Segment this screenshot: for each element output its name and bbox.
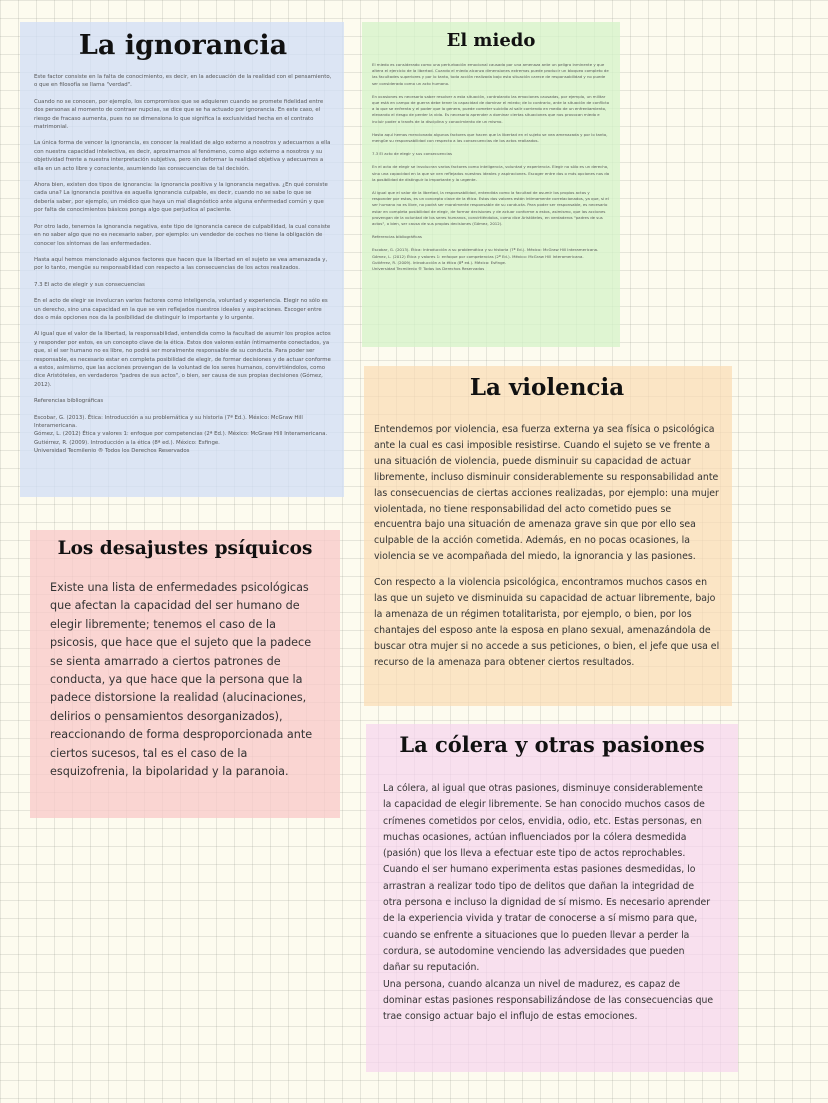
card-title-violencia: La violencia xyxy=(469,374,625,401)
card-la-violencia xyxy=(364,366,732,706)
paragraph: Al igual que el valor de la libertad, la responsabilidad, entendida como la facultad de asumir los propios actos y responder por estos, es un concepto clave de la ética. Estos dos valores están íntimamente correlacionados, ya que, si el ser humano no es libre, no podrá ser moralmente responsable de su conducta. Para poder ser responsable, es necesario estar en completa posibilidad de elegir, de formar decisiones y de actuar conforme a estos, asimismo, que las acciones provengan de la voluntad de los seres humanos, convirtiéndolos, como dice Aristóteles, en verdaderos "padres de sus actos", o bien, ser causa de sus propias decisiones (Gómez, 2012). xyxy=(372,190,609,227)
card-el-miedo xyxy=(362,22,620,347)
card-body-colera xyxy=(376,781,728,1025)
card-desajustes-psiquicos xyxy=(30,530,340,818)
paragraph: Cuando no se conocen, por ejemplo, los compromisos que se adquieren cuando se promete fidelidad entre dos personas al momento de contraer nupcias, se dice que se ha actuado por ignorancia. En este caso, el riesgo de fracaso aumenta, pues no se dimensiona lo que significa la exclusividad hecha en el contrato matrimonial. xyxy=(34,98,324,131)
paragraph: La única forma de vencer la ignorancia, es conocer la realidad de algo externo a nosotros y adecuarnos a ella con nuestra capacidad intelectiva, es decir, aproximarnos al fenómeno, como algo externo a nosotros y su objetividad frente a nuestra interpretación subjetiva, pero sin deformar la realidad objetiva y adecuarnos a ella en un acto libre y consciente, asumiendo las consecuencias de tal decisión. xyxy=(34,140,331,172)
card-la-ignorancia xyxy=(20,22,344,497)
card-body-ignorancia xyxy=(34,73,332,456)
paragraph: Este factor consiste en la falta de conocimiento, es decir, en la adecuación de la realidad con el pensamiento, o que en filosofía se llama "verdad". xyxy=(34,74,332,89)
paragraph: Por otro lado, tenemos la ignorancia negativa, este tipo de ignorancia carece de culpabilidad, la cual consiste en no saber algo que no es necesario saber, por ejemplo: un vendedor de coches no tiene la obligación de conocer los síntomas de las enfermedades. xyxy=(34,223,331,247)
paragraph: Al igual que el valor de la libertad, la responsabilidad, entendida como la facultad de asumir los propios actos y responder por estos, es un concepto clave de la ética. Estos dos valores están íntimamente conectados, ya que, si el ser humano no es libre, no podrá ser moralmente responsable de su conducta. Para poder ser responsable, es necesario estar en completa posibilidad de elegir, de formar decisiones y de actuar conforme a estos, asimismo, que las acciones provengan de la voluntad de los seres humanos, convirtiéndolos, como dice Aristóteles, en verdaderos "padres de sus actos", o bien, ser causa de sus propias decisiones (Gómez, 2012). xyxy=(34,331,331,388)
paragraph: Con respecto a la violencia psicológica, encontramos muchos casos en las que un sujeto ve disminuida su capacidad de actuar libremente, bajo la amenaza de un régimen totalitarista, por ejemplo, o bien, por los chantajes del esposo ante la esposa en plano sexual, amenazándola de buscar otra mujer si no accede a sus peticiones, o bien, el jefe que usa el recurso de la amenaza para obtener ciertos resultados. xyxy=(374,577,720,668)
paragraph: Escobar, G. (2013). Ética: Introducción a su problemática y su historia (7ª Ed.). México: McGraw Hill Interamericana. Gómez, L. (2012) Ética y valores 1: enfoque por competencias (2ª Ed.). México: McGraw Hill Interamericana. Gutiérrez, R. (2009). Introducción a la ética (8ª ed.). México: Esfinge. Universidad Tecmilenio ® Todos los Derechos Reservados xyxy=(372,247,599,272)
paragraph: Entendemos por violencia, esa fuerza externa ya sea física o psicológica ante la cual es casi imposible resistirse. Cuando el sujeto se ve frente a una situación de violencia, puede disminuir su capacidad de actuar libremente, incluso disminuir considerablemente su responsabilidad ante las consecuencias de ciertas acciones realizadas, por ejemplo: una mujer violentada, no tiene responsabilidad del acto cometido pues se encuentra bajo una situación de amenaza grave sin que por ello sea culpable de la acción cometida. Además, en no pocas ocasiones, la violencia se ve acompañada del miedo, la ignorancia y las pasiones. xyxy=(374,424,719,563)
paragraph: En el acto de elegir se involucran varios factores como inteligencia, voluntad y experiencia. Elegir no sólo es un derecho, sino una capacidad en la que se ven reflejados nuestros ideales y aspiraciones. Escoger entre dos o más opciones nos da la posibilidad de distinguir lo importante y lo urgente. xyxy=(34,298,328,321)
paragraph: 7.3 El acto de elegir y sus consecuencias xyxy=(372,151,453,157)
card-body-miedo xyxy=(372,62,610,272)
card-title-colera: La cólera y otras pasiones xyxy=(399,732,705,757)
paragraph: Existe una lista de enfermedades psicológicas que afectan la capacidad del ser humano de elegir libremente; tenemos el caso de la psicosis, que hace que el sujeto que la padece se sienta amarrado a ciertos patrones de conducta, ya que hace que la persona que la padece distorsione la realidad (alucinaciones, delirios o pensamientos desorganizados), reaccionando de forma desproporcionada ante ciertos sucesos, tal es el caso de la esquizofrenia, la bipolaridad y la paranoia. xyxy=(50,581,313,779)
card-title-miedo: El miedo xyxy=(446,30,536,51)
paragraph: Hasta aquí hemos mencionado algunos factores que hacen que la libertad en el sujeto se vea amenazada y por lo tanto, mengüe su responsabilidad con respecto a las consecuencias de los actos realizados. xyxy=(372,131,608,144)
paragraph: En ocasiones es necesario saber resolver a esta situación, controlando las emociones causadas, por ejemplo, un militar que está en campo de guerra debe tener la capacidad de dominar el miedo; de lo contrario, ante la situación de conflicto a la que se enfrenta y el poder que lo genera, puede cometer suicidio al salir corriendo en medio de un enfrentamiento, elevando el riesgo de perder la vida. Es necesario aprender a dominar ciertas situaciones que nos provocan miedo e incluir poder a través de la disciplina y conocimiento de un mismo. xyxy=(372,93,610,124)
paragraph: La cólera, al igual que otras pasiones, disminuye considerablemente la capacidad de elegir libremente. Se han conocido muchos casos de crímenes cometidos por celos, envidia, odio, etc. Estas personas, en muchas ocasiones, actúan influenciados por la cólera desmedida (pasión) que los lleva a efectuar este tipo de actos reprochables. Cuando el ser humano experimenta estas pasiones desmedidas, lo arrastran a realizar todo tipo de delitos que dañan la integridad de otra persona e incluso la dignidad de sí mismo. Es necesario aprender de la experiencia vivida y tratar de conocerse a sí mismo para que, cuando se enfrente a situaciones que lo pueden llevar a perder la cordura, se autodomine venciendo las adversidades que pueden dañar su reputación. Una persona, cuando alcanza un nivel de madurez, es capaz de dominar estas pasiones responsabilizándose de las consecuencias que trae consigo actuar bajo el influjo de estas emociones. xyxy=(383,783,714,1023)
card-body-desajustes xyxy=(40,579,330,781)
card-title-ignorancia: La ignorancia xyxy=(78,30,288,61)
card-title-desajustes: Los desajustes psíquicos xyxy=(57,538,313,559)
paragraph: Referencias bibliográficas xyxy=(372,234,422,240)
paragraph: 7.3 El acto de elegir y sus consecuencias xyxy=(34,281,145,288)
card-colera-y-pasiones xyxy=(366,724,738,1072)
paragraph: Ahora bien, existen dos tipos de ignorancia: la ignorancia positiva y la ignorancia negativa. ¿En qué consiste cada una? La ignorancia positiva es aquella ignorancia culpable, es decir, cuando no se sabe lo que se debería saber, por ejemplo, un médico que haya un mal diagnóstico ante alguna enfermedad común y que por falta de conocimientos básicos ponga algo que perjudica al paciente. xyxy=(34,182,328,214)
card-body-violencia xyxy=(374,422,720,671)
paragraph: Escobar, G. (2013). Ética: Introducción a su problemática y su historia (7ª Ed.). México: McGraw Hill Interamericana. Gómez, L. (2012) Ética y valores 1: enfoque por competencias (2ª Ed.). México: McGraw Hill Interamericana. Gutiérrez, R. (2009). Introducción a la ética (8ª ed.). México: Esfinge. Universidad Tecmilenio ® Todos los Derechos Reservados xyxy=(34,414,328,455)
paragraph: En el acto de elegir se involucran varios factores como inteligencia, voluntad y experiencia. Elegir no sólo es un derecho, sino una capacidad en la que se ven reflejados nuestros ideales y aspiraciones. Escoger entre dos o más opciones nos da la posibilidad de distinguir lo importante y lo urgente. xyxy=(372,164,610,182)
paragraph: El miedo es considerado como una perturbación emocional causada por una amenaza ante un peligro inminente y que altera el ejercicio de la libertad. Cuando el miedo alcanza dimensiones extremas puede producir un bloqueo completo de las facultades superiores y por lo tanto, toda acción realizada bajo esta situación carece de responsabilidad y no puede ser considerado como un acto humano. xyxy=(372,62,609,86)
paragraph: Referencias bibliográficas xyxy=(34,398,104,405)
paragraph: Hasta aquí hemos mencionado algunos factores que hacen que la libertad en el sujeto se vea amenazada y, por lo tanto, mengüe su responsabilidad con respecto a las consecuencias de los actos realizados. xyxy=(34,256,328,272)
